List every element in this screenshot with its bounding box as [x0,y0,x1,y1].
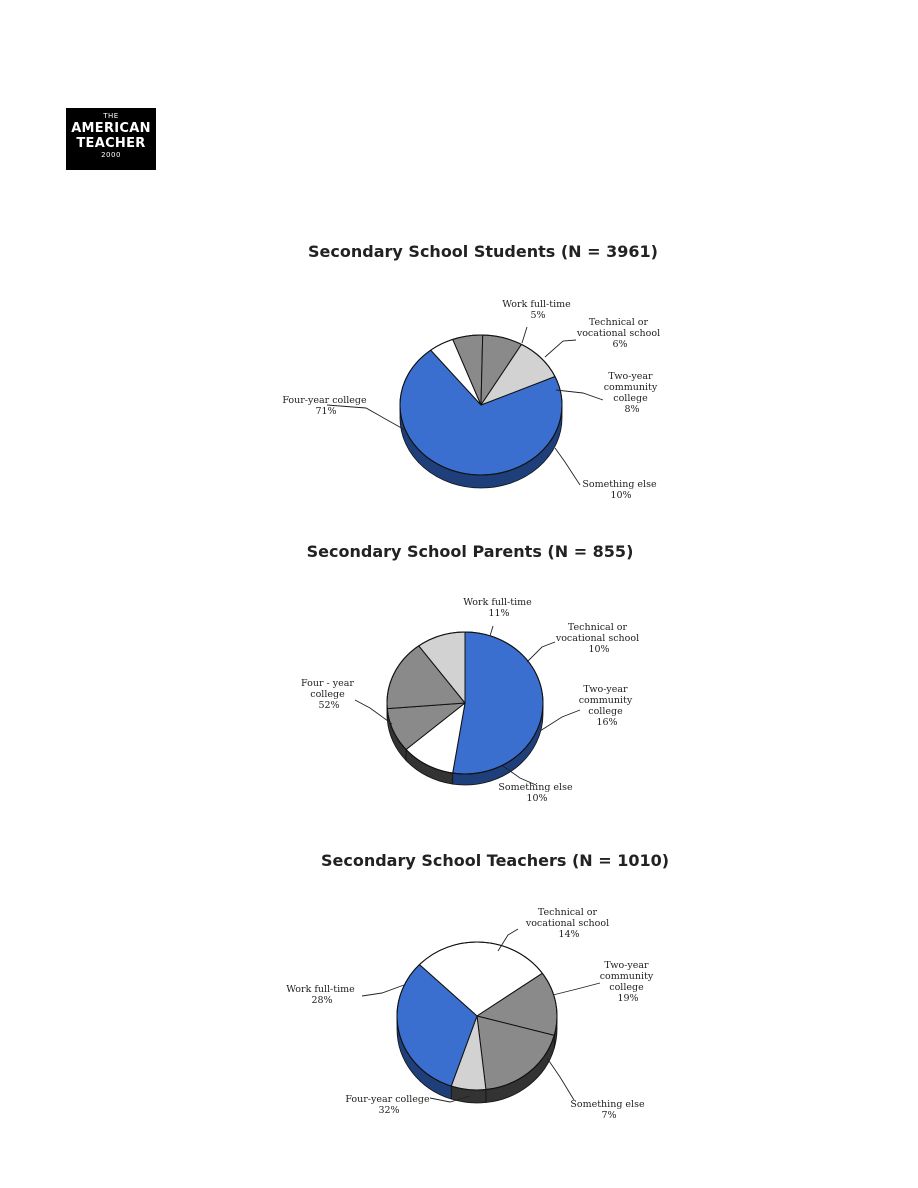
slice-label: Technical or vocational school 6% [576,317,661,350]
logo-line-the: THE [103,112,119,120]
chart-teachers [286,851,669,1121]
pie-students [400,335,562,488]
slice-label: Work full-time 5% [502,299,571,321]
slice-label: Technical or vocational school 14% [525,907,610,940]
slice-label: Technical or vocational school 10% [555,622,640,655]
chart-title: Secondary School Students (N = 3961) [308,242,658,261]
slice-label: Something else 10% [498,782,573,804]
leader-line [490,626,493,636]
slice-label: Two-year community college 16% [578,684,633,728]
leader-line [522,327,527,343]
chart-title: Secondary School Teachers (N = 1010) [320,851,670,870]
leader-line [556,390,603,400]
slice-label: Something else 7% [570,1099,645,1121]
pie-teachers [397,942,557,1103]
pie-parents [387,632,543,785]
leader-line [527,642,555,662]
slice-label: Four-year college 32% [345,1094,430,1116]
slice-label: Two-year community college 8% [603,371,658,415]
leader-line [553,983,600,995]
slice-label: Work full-time 28% [286,984,355,1006]
leader-line [362,985,404,996]
leader-line [545,340,576,357]
chart-title: Secondary School Parents (N = 855) [306,542,634,561]
slice-label: Four-year college 71% [282,395,367,417]
slice-label: Work full-time 11% [463,597,532,619]
leader-line [555,448,580,485]
slice-label: Four - year college 52% [301,678,354,711]
slice-label: Two-year community college 19% [599,960,654,1004]
leader-line [355,700,392,724]
logo-line-teacher: TEACHER [76,136,146,151]
leader-line [327,405,405,430]
logo-line-american: AMERICAN [71,121,151,136]
logo-line-year: 2000 [101,151,121,159]
chart-parents [301,542,642,804]
slice-label: Something else 10% [582,479,657,501]
leader-line [547,1058,574,1100]
chart-students [282,242,663,501]
leader-line [540,710,580,731]
